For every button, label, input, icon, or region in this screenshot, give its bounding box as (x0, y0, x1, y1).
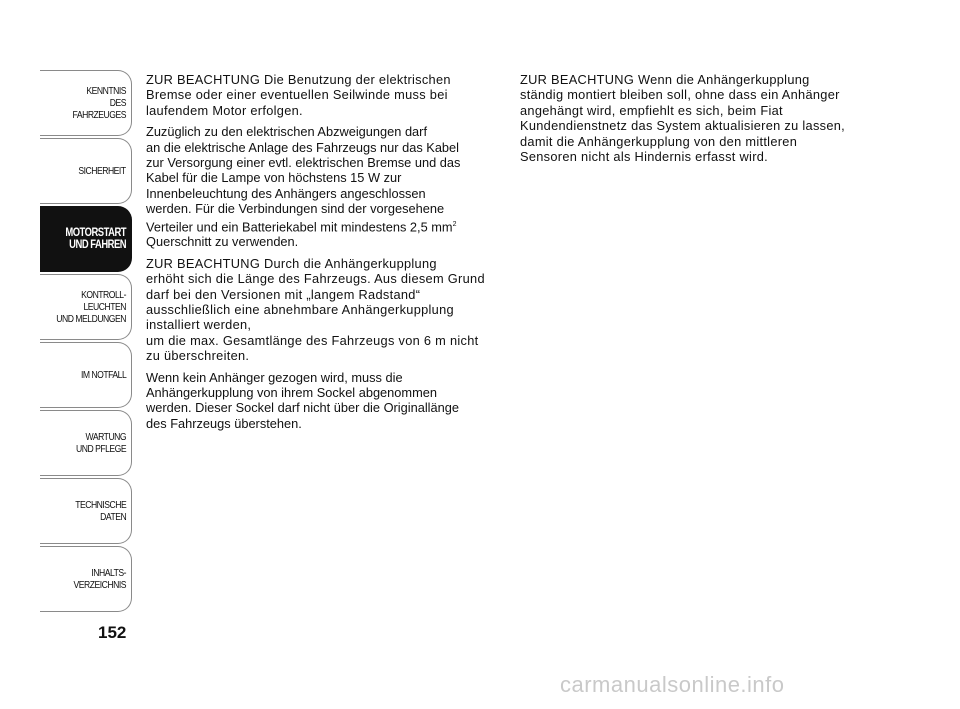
tab-label: INHALTS- VERZEICHNIS (73, 567, 126, 591)
left-column (146, 72, 501, 437)
tab-inhaltsverzeichnis[interactable] (40, 546, 132, 612)
tab-kenntnis-des-fahrzeuges[interactable] (40, 70, 132, 136)
tab-label: SICHERHEIT (78, 165, 126, 177)
tab-sicherheit[interactable] (40, 138, 132, 204)
tab-label: WARTUNG UND PFLEGE (75, 431, 126, 455)
paragraph-electric-brake-note: ZUR BEACHTUNG Die Benutzung der elektrischen Bremse oder einer eventuellen Seilwinde muss bei laufendem Motor erfolgen. (146, 72, 451, 118)
tab-motorstart-und-fahren[interactable] (40, 206, 132, 272)
tab-wartung-und-pflege[interactable] (40, 410, 132, 476)
paragraph-text-end: Querschnitt zu verwenden. (146, 234, 299, 250)
tab-im-notfall[interactable] (40, 342, 132, 408)
right-column (520, 72, 860, 170)
paragraph-sensor-update-note: ZUR BEACHTUNG Wenn die Anhängerkupplung ständig montiert bleiben soll, ohne dass ein Anhänger angehängt wird, empfiehlt es sich, beim Fiat Kundendienstnetz das System aktualisieren zu lassen, damit die Anhängerkupplung von den mittleren Sensoren nicht als Hindernis erfasst wird. (520, 72, 846, 165)
paragraph-electrical-connections (146, 124, 501, 250)
tab-label: KENNTNIS DES FAHRZEUGES (72, 85, 126, 121)
paragraph-text: Zuzüglich zu den elektrischen Abzweigungen darf an die elektrische Anlage des Fahrzeugs nur das Kabel zur Versorgung einer evtl. elektrischen Bremse und das Kabel für die Lampe von höchstens 15 W zur Innenbeleuchtung des Anhängers angeschlossen werden. Für die Verbindungen sind der vorgesehene Verteiler und ein Batteriekabel mit mindestens 2,5 mm (146, 124, 461, 234)
watermark: carmanualsonline.info (560, 672, 785, 697)
superscript-2: 2 (452, 220, 457, 228)
tab-label: IM NOTFALL (80, 369, 126, 381)
tab-technische-daten[interactable] (40, 478, 132, 544)
paragraph-remove-towbar: Wenn kein Anhänger gezogen wird, muss die Anhängerkupplung von ihrem Sockel abgenommen werden. Dieser Sockel darf nicht über die Originallänge des Fahrzeugs überstehen. (146, 369, 459, 431)
tab-label: MOTORSTART UND FAHREN (65, 227, 126, 251)
page-number: 152 (98, 623, 127, 642)
paragraph-towbar-length-note: ZUR BEACHTUNG Durch die Anhängerkupplung erhöht sich die Länge des Fahrzeugs. Aus diesem Grund darf bei den Versionen mit „langem Radstand“ ausschließlich eine abnehmbare Anhängerkupplung installiert werden, um die max. Gesamtlänge des Fahrzeugs von 6 m nicht zu überschreiten. (146, 255, 485, 364)
tab-label: TECHNISCHE DATEN (74, 499, 126, 523)
tab-kontrollleuchten[interactable] (40, 274, 132, 340)
tab-label: KONTROLL- LEUCHTEN UND MELDUNGEN (56, 289, 126, 325)
chapter-sidebar (40, 70, 132, 614)
